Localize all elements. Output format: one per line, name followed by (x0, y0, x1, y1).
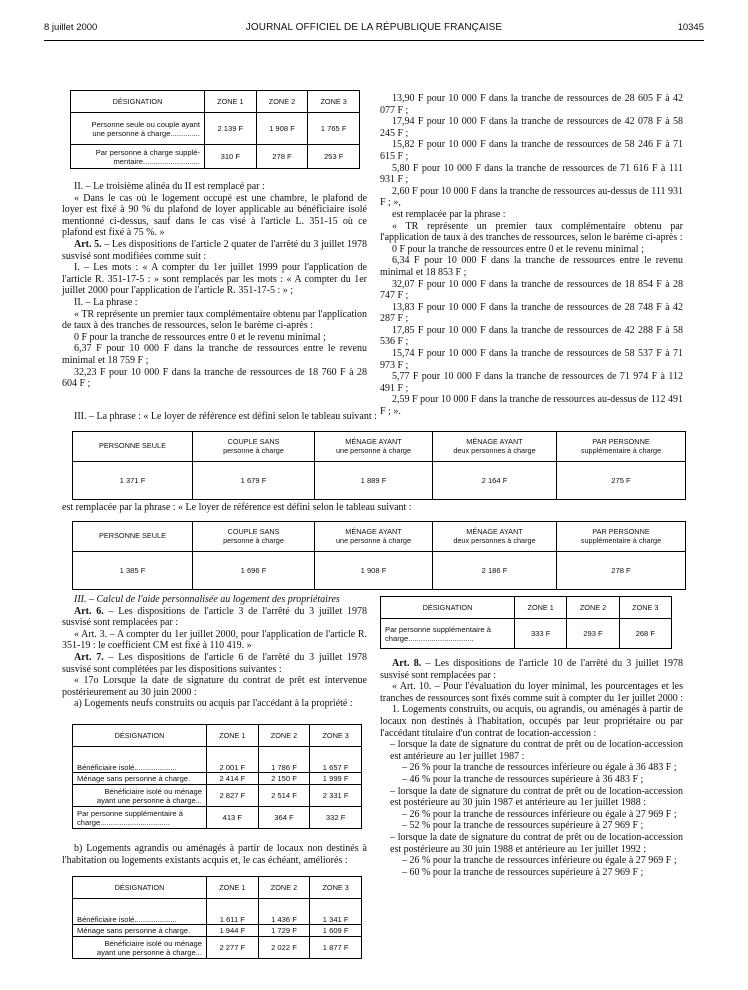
right-column-lower: Art. 8. – Les dispositions de l'article 10 de l'arrêté du 3 juillet 1978 susvisé sont remplacées par : « Art. 10. – Pour l'évaluation du loyer minimal, les pourcentages et les tranches de ressources sont fixés comme suit à compter du 1er juillet 2000 : 1. Logements construits, ou acquis, ou agrandis, ou aménagés à partir de locaux non destinés à l'habitation, occupés par leur propriétaire ou par l'accédant titulaire d'un contrat de location-accession : – lorsque la date de signature du contrat de prêt ou de location-accession est antérieure au 1er juillet 1987 : – 26 % pour la tranche de ressources inférieure ou égale à 36 483 F ; – 46 % pour la tranche de ressources supérieure à 36 483 F ; – lorsque la date de signature du contrat de prêt ou de location-accession est postérieure au 30 juin 1987 et antérieure au 1er juillet 1988 : – 26 % pour la tranche de ressources inférieure ou égale à 27 969 F ; – 52 % pour la tranche de ressources supérieure à 27 969 F ; – lorsque la date de signature du contrat de prêt ou de location-accession est postérieure au 30 juin 1988 et antérieure au 1er juillet 1992 : – 26 % pour la tranche de ressources inférieure ou égale à 27 969 F ; – 60 % pour la tranche de ressources supérieure à 27 969 F ; (380, 658, 684, 878)
header-date: 8 juillet 2000 (44, 22, 98, 33)
paragraph-b: b) Logements agrandis ou aménagés à partir de locaux non destinés à l'habitation ou logements existants acquis et, le cas échéant, améliorés : (62, 843, 367, 866)
table-row: Ménage sans personne à charge. 1 944 F 1 729 F 1 609 F (73, 925, 362, 937)
table-row: Bénéficiaire isolé ou ménage ayant une personne à charge... 2 827 F 2 514 F 2 331 F (73, 785, 362, 807)
col-header: DÉSIGNATION (71, 91, 205, 113)
page-header (44, 22, 704, 36)
table-logements-agrandis: DÉSIGNATION ZONE 1 ZONE 2 ZONE 3 Bénéficiaire isolé.................... 1 611 F 1 436 F 1 341 F Ménage sans personne à charge. 1 944 F 1 729 F 1 609 F Bénéficiaire isolé ou ménage ayant une personne à charge... 2 277 F 2 022 F 1 877 F (72, 876, 362, 959)
list-item: – 26 % pour la tranche de ressources inférieure ou égale à 36 483 F ; (402, 762, 677, 774)
table-plafonds-loyer (70, 90, 360, 169)
col-header: PAR PERSONNE supplémentaire à charge (557, 522, 686, 552)
table-loyer-reference-nouveau (72, 521, 686, 590)
col-header: COUPLE SANS personne à charge (193, 432, 315, 462)
col-header: MÉNAGE AYANT deux personnes à charge (433, 432, 557, 462)
table-row: Bénéficiaire isolé ou ménage ayant une personne à charge... 2 277 F 2 022 F 1 877 F (73, 937, 362, 959)
col-header: PERSONNE SEULE (73, 432, 193, 462)
list-item: – lorsque la date de signature du contrat de prêt ou de location-accession est antérieure au 1er juillet 1987 : (390, 739, 683, 762)
col-header: MÉNAGE AYANT une personne à charge (315, 432, 433, 462)
replaced-phrase: est remplacée par la phrase : « Le loyer de référence est défini selon le tableau suivant : (62, 502, 412, 513)
table-row: 1 385 F 1 696 F 1 908 F 2 186 F 278 F (73, 552, 686, 590)
page-number: 10345 (677, 22, 704, 33)
col-header: ZONE 2 (256, 91, 308, 113)
table-row: Bénéficiaire isolé.................... 1 611 F 1 436 F 1 341 F (73, 899, 362, 925)
left-column-lower: III. – Calcul de l'aide personnalisée au logement des propriétaires Art. 6. – Les dispositions de l'article 3 de l'arrêté du 3 juillet 1978 susvisé sont remplacées par : « Art. 3. – A compter du 1er juillet 2000, pour l'application de l'article R. 351-19 : le coefficient CM est fixé à 110 419. » Art. 7. – Les dispositions de l'article 6 de l'arrêté du 3 juillet 1978 susvisé sont complétées par les dispositions suivantes : « 17o Lorsque la date de signature du contrat de prêt est intervenue postérieurement au 30 juin 2000 : a) Logements neufs construits ou acquis par l'accédant à la propriété : (62, 594, 367, 710)
phrase-iii: III. – La phrase : « Le loyer de référence est défini selon le tableau suivant : (74, 411, 377, 422)
list-item: – lorsque la date de signature du contrat de prêt ou de location-accession est postérieure au 30 juin 1987 et antérieure au 1er juillet 1988 : (390, 785, 683, 809)
list-item: – 46 % pour la tranche de ressources supérieure à 36 483 F ; (402, 773, 644, 785)
journal-title: JOURNAL OFFICIEL DE LA RÉPUBLIQUE FRANÇAISE (245, 22, 503, 33)
col-header: MÉNAGE AYANT deux personnes à charge (433, 522, 557, 552)
col-header: PERSONNE SEULE (73, 522, 193, 552)
list-item: – lorsque la date de signature du contrat de prêt ou de location-accession est postérieure au 30 juin 1988 et antérieure au 1er juillet 1992 : (390, 831, 683, 855)
table-row: Par personne supplémentaire à charge............................... 333 F 293 F 268 F (381, 619, 672, 649)
list-item: – 26 % pour la tranche de ressources inférieure ou égale à 27 969 F ; (402, 808, 677, 820)
table-personne-supplementaire: DÉSIGNATION ZONE 1 ZONE 2 ZONE 3 Par personne supplémentaire à charge............................... 333 F 293 F 268 F (380, 596, 672, 649)
table-loyer-reference-ancien (72, 431, 686, 500)
table-row: Bénéficiaire isolé.................... 2 001 F 1 786 F 1 657 F (73, 747, 362, 773)
col-header: PAR PERSONNE supplémentaire à charge (557, 432, 686, 462)
left-column-upper: II. – Le troisième alinéa du II est remplacé par : « Dans le cas où le logement occupé est une chambre, le plafond de loyer est fixé à 90 % du plafond de loyer applicable au bénéficiaire isolé mentionné ci-dessus, sauf dans le cas visé à l'article L. 351-15 où ce plafond est fixé à 75 %. » Art. 5. – Les dispositions de l'article 2 quater de l'arrêté du 3 juillet 1978 susvisé sont modifiées comme suit : I. – Les mots : « A compter du 1er juillet 1999 pour l'application de l'article R. 351-17-5 : » sont remplacés par les mots : « A compter du 1er juillet 2000 pour l'application de l'article R. 351-17-5 : » ; II. – La phrase : « TR représente un premier taux complémentaire obtenu par l'application de taux à des tranches de ressources, selon le barème ci-après : 0 F pour la tranche de ressources entre 0 et le revenu minimal ; 6,37 F pour 10 000 F dans la tranche de ressources entre le revenu minimal et 18 759 F ; 32,23 F pour 10 000 F dans la tranche de ressources de 18 760 F à 28 604 F ; (62, 181, 367, 390)
col-header: ZONE 3 (308, 91, 360, 113)
table-row: Personne seule ou couple ayant une personne à charge.............. 2 139 F 1 908 F 1 765 F (71, 113, 360, 145)
table-logements-neufs: DÉSIGNATION ZONE 1 ZONE 2 ZONE 3 Bénéficiaire isolé.................... 2 001 F 1 786 F 1 657 F Ménage sans personne à charge. 2 414 F 2 150 F 1 999 F Bénéficiaire isolé ou ménage ayant une personne à charge... 2 827 F 2 514 F 2 331 F Par personne supplémentaire à charge................................. 413 F 364 F 332 F (72, 724, 362, 829)
header-rule (44, 40, 704, 41)
list-item: – 60 % pour la tranche de ressources supérieure à 27 969 F ; (402, 866, 644, 878)
list-item: – 26 % pour la tranche de ressources inférieure ou égale à 27 969 F ; (402, 855, 677, 867)
table-row: 1 371 F 1 679 F 1 889 F 2 164 F 275 F (73, 462, 686, 500)
col-header: MÉNAGE AYANT une personne à charge (315, 522, 433, 552)
section-title: III. – Calcul de l'aide personnalisée au logement des propriétaires (74, 594, 340, 605)
table-row: Par personne à charge supplé- mentaire........................... 310 F 278 F 253 F (71, 145, 360, 169)
list-item: – 52 % pour la tranche de ressources supérieure à 27 969 F ; (402, 820, 644, 832)
table-row: Ménage sans personne à charge. 2 414 F 2 150 F 1 999 F (73, 773, 362, 785)
col-header: COUPLE SANS personne à charge (193, 522, 315, 552)
table-row: Par personne supplémentaire à charge................................. 413 F 364 F 332 F (73, 807, 362, 829)
col-header: ZONE 1 (205, 91, 257, 113)
right-column-upper: 13,90 F pour 10 000 F dans la tranche de ressources de 28 605 F à 42 077 F ; 17,94 F pour 10 000 F dans la tranche de ressources de 42 078 F à 58 245 F ; 15,82 F pour 10 000 F dans la tranche de ressources de 58 246 F à 71 615 F ; 5,80 F pour 10 000 F dans la tranche de ressources de 71 616 F à 111 931 F ; 2,60 F pour 10 000 F dans la tranche de ressources au-dessus de 111 931 F ; », est remplacée par la phrase : « TR représente un premier taux complémentaire obtenu par l'application de taux à des tranches de ressources, selon le barème ci-après : 0 F pour la tranche de ressources entre 0 et le revenu minimal ; 6,34 F pour 10 000 F dans la tranche de ressources entre le revenu minimal et 18 853 F ; 32,07 F pour 10 000 F dans la tranche de ressources de 18 854 F à 28 747 F ; 13,83 F pour 10 000 F dans la tranche de ressources de 28 748 F à 42 287 F ; 17,85 F pour 10 000 F dans la tranche de ressources de 42 288 F à 58 536 F ; 15,74 F pour 10 000 F dans la tranche de ressources de 58 537 F à 71 973 F ; 5,77 F pour 10 000 F dans la tranche de ressources de 71 974 F à 112 491 F ; 2,59 F pour 10 000 F dans la tranche de ressources au-dessus de 112 491 F ; ». (380, 93, 683, 418)
